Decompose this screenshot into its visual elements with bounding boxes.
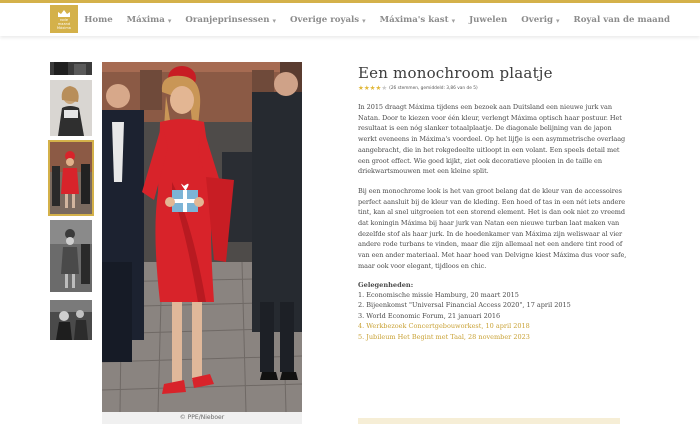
logo-text-3: Máxima	[57, 25, 71, 30]
star-icon[interactable]: ★	[358, 83, 364, 92]
nav-overig[interactable]	[521, 15, 559, 25]
gallery-thumb-5[interactable]	[50, 300, 92, 340]
crown-icon	[57, 9, 71, 18]
main-nav	[70, 15, 670, 25]
star-icon[interactable]: ★	[369, 83, 376, 92]
next-section-bar	[358, 418, 620, 424]
nav-maxima[interactable]	[127, 15, 172, 25]
rating[interactable]	[358, 84, 628, 92]
chevron-down-icon: ▾	[451, 15, 456, 25]
nav-oranjeprinsessen[interactable]	[185, 15, 276, 25]
nav-maximas-kast[interactable]	[380, 15, 455, 25]
nav-label: Máxima	[126, 15, 165, 25]
nav-label: Overig	[521, 15, 554, 25]
nav-label: Royal van de maand	[573, 15, 670, 25]
gallery-thumb-4[interactable]	[50, 220, 92, 292]
event-link[interactable]: 5. Jubileum Het Begint met Taal, 28 november 2023	[358, 332, 530, 341]
event-item: 2. Bijeenkomst "Universal Financial Access 2020", 17 april 2015	[358, 301, 571, 310]
chevron-down-icon: ▾	[272, 15, 276, 25]
logo-text-1: rode	[59, 17, 69, 22]
site-header	[0, 0, 700, 36]
photo-credit: © PPE/Nieboer	[102, 412, 302, 424]
nav-label: Oranjeprinsessen	[185, 15, 270, 25]
rating-text: (26 stemmen, gemiddeld: 3,86 van de 5)	[389, 85, 478, 91]
event-item: 1. Economische missie Hamburg, 20 maart 2015	[358, 290, 519, 299]
events-heading: Gelegenheden:	[358, 280, 414, 289]
star-icon[interactable]: ★	[375, 83, 382, 92]
nav-home[interactable]	[84, 15, 112, 25]
nav-juwelen[interactable]	[469, 15, 507, 25]
nav-label: Overige royals	[290, 15, 360, 25]
rating-stars[interactable]	[358, 85, 387, 92]
nav-label: Máxima's kast	[379, 15, 449, 25]
main-photo[interactable]	[102, 62, 302, 412]
star-icon[interactable]: ★	[363, 83, 370, 92]
chevron-down-icon: ▾	[362, 15, 366, 25]
logo-text-2: maand	[57, 21, 71, 26]
article-paragraph-2: Bij een monochrome look is het van groot belang dat de kleur van de accessoires perfect aansluit bij de kleur van de kleding. Een hoed of tas in een nét iets andere tint, kan al snel uitgroeien tot een storend element. Het is dan ook niet zo vreemd dat koningin Máxima bij haar jurk van Natan een nieuwe turban laat maken van dezelfde stof als haar jurk. In de hoedenkamer van Máxima zijn weliswaar al vier andere rode turbans te vinden, maar die zijn allemaal net een andere tint rood of van een ander materiaal. Met haar hoed van Delvigne kiest Máxima dus voor safe, maar ook voor elegant, tijdloos en chic.	[358, 186, 627, 270]
chevron-down-icon: ▾	[556, 15, 560, 25]
nav-label: Juwelen	[469, 15, 508, 25]
article	[358, 64, 628, 342]
gallery-thumb-2[interactable]	[50, 80, 92, 136]
article-paragraph-1: In 2015 draagt Máxima tijdens een bezoek aan Duitsland een nieuwe jurk van Natan. Door te kiezen voor één kleur, verlengt Máxima optisch haar postuur. Het resultaat is een nóg slanker totaalplaatje. De diagonale belijning van de japon werkt eveneens in Máxima's voordeel. Op het lijfje is een asymmetrische overlaag aangebracht, die in het rokgedeelte uitloopt in een volant. Een speels detail met een groot effect. Wie goed kijkt, ziet ook decoratieve plooien in de taille en driekwartsmouwen met een kleine split.	[358, 103, 626, 176]
chevron-down-icon: ▾	[167, 15, 172, 25]
nav-label: Home	[84, 15, 113, 25]
nav-royal-van-de-maand[interactable]	[574, 15, 670, 25]
star-icon[interactable]: ★	[381, 83, 388, 92]
gallery-thumb-1[interactable]	[50, 62, 92, 75]
article-title: Een monochroom plaatje	[358, 64, 553, 82]
gallery-thumb-3[interactable]	[50, 142, 92, 214]
event-item: 3. World Economic Forum, 21 januari 2016	[358, 311, 501, 320]
event-link[interactable]: 4. Werkbezoek Concertgebouworkest, 10 april 2018	[358, 322, 530, 331]
events-list	[358, 290, 628, 343]
nav-overige-royals[interactable]	[290, 15, 366, 25]
